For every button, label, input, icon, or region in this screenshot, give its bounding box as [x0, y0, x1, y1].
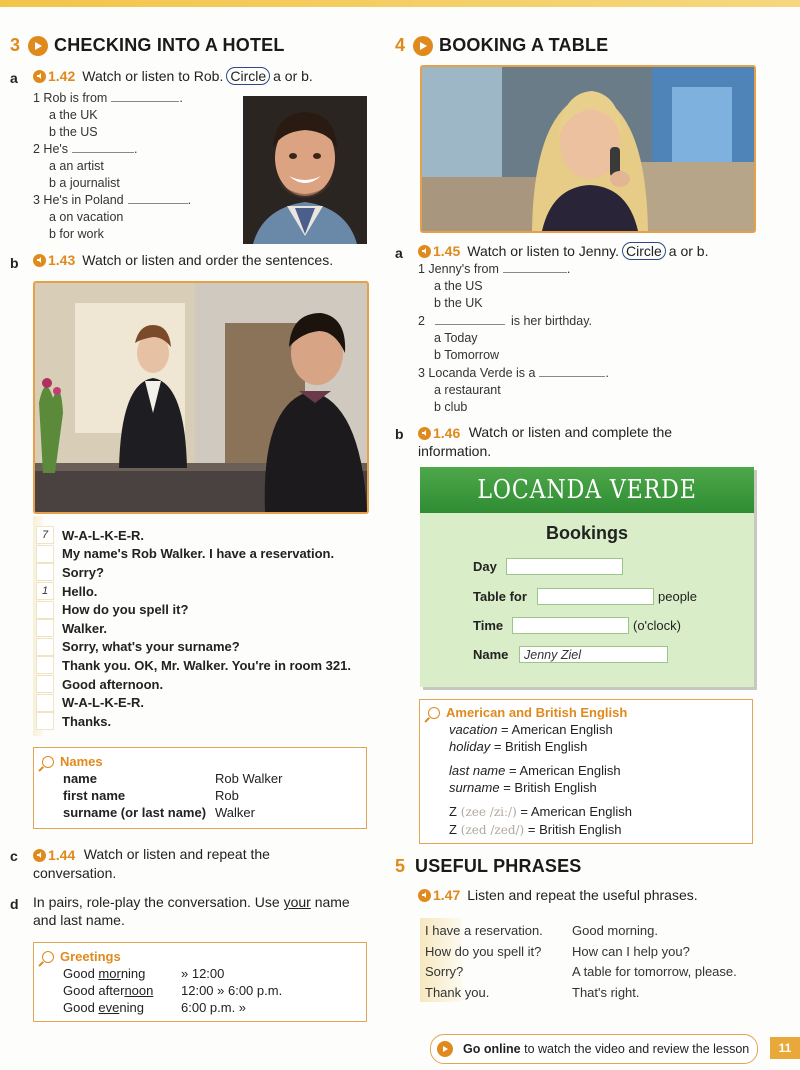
order-box[interactable]: [36, 694, 54, 712]
exercise-3c-instruction: 1.44 Watch or listen and repeat the conversation.: [33, 846, 270, 881]
list-item: 7 W-A-L-K-E-R.: [36, 526, 366, 545]
section-3-header: [10, 35, 285, 56]
question: 2 is her birthday.: [418, 314, 593, 328]
option[interactable]: a an artist: [49, 159, 104, 173]
phrase: I have a reservation.: [425, 923, 543, 938]
exercise-letter: d: [10, 896, 19, 912]
american-british-box: American and British English vacation = American English holiday = British English last name = American English surname = British English Z (zee /ziː/) = American English Z (zed /zed/) = British English: [419, 699, 753, 844]
order-box[interactable]: 1: [36, 582, 54, 600]
option[interactable]: a on vacation: [49, 210, 124, 224]
brand-logo: LOCANDA VERDE: [477, 475, 697, 505]
question: 3 Locanda Verde is a .: [418, 366, 609, 380]
audio-track[interactable]: 1.43: [33, 252, 75, 268]
names-box: Names name Rob Walker first name Rob surname (or last name) Walker: [33, 747, 367, 829]
sentence-order-list: [36, 526, 366, 731]
option[interactable]: b the UK: [434, 296, 483, 310]
exercise-3d-instruction: In pairs, role-play the conversation. Use your name and last name.: [33, 894, 350, 928]
list-item: How do you spell it?: [36, 600, 366, 619]
section-title: CHECKING INTO A HOTEL: [54, 35, 285, 55]
online-icon: [437, 1041, 453, 1057]
box-title: American and British English: [446, 705, 628, 720]
form-heading: Bookings: [545, 523, 628, 543]
play-icon[interactable]: [413, 36, 433, 56]
option[interactable]: b club: [434, 400, 468, 414]
list-item: W-A-L-K-E-R.: [36, 693, 366, 712]
section-number: 5: [395, 856, 406, 876]
name-field[interactable]: Jenny Ziel: [519, 646, 668, 663]
list-item: Thank you. OK, Mr. Walker. You're in room 321.: [36, 656, 366, 675]
phrase: Sorry?: [425, 964, 464, 980]
audio-track[interactable]: 1.46: [418, 424, 460, 442]
table-for-field[interactable]: [537, 588, 654, 605]
option[interactable]: a restaurant: [434, 383, 501, 397]
booking-form: LOCANDA VERDE Bookings Day Table for people Time (o'clock) Name Jenny Ziel: [420, 467, 754, 687]
option[interactable]: b a journalist: [49, 176, 120, 190]
magnifier-icon: [42, 951, 54, 963]
option[interactable]: a the UK: [49, 108, 98, 122]
day-field[interactable]: [506, 558, 623, 575]
audio-track[interactable]: 1.44: [33, 846, 75, 864]
question: 3 He's in Poland .: [33, 193, 192, 207]
list-item: My name's Rob Walker. I have a reservation.: [36, 545, 366, 564]
box-title: Greetings: [60, 949, 121, 964]
list-item: 1 Hello.: [36, 582, 366, 601]
exercise-4a-questions: [418, 261, 738, 416]
section-4-header: [395, 35, 608, 56]
section-title: USEFUL PHRASES: [415, 856, 582, 876]
exercise-letter: b: [10, 255, 19, 271]
phrase: Thank you.: [425, 985, 490, 1001]
play-icon[interactable]: [28, 36, 48, 56]
order-box[interactable]: [36, 675, 54, 693]
order-box[interactable]: [36, 601, 54, 619]
list-item: Walker.: [36, 619, 366, 638]
order-box[interactable]: [36, 638, 54, 656]
option[interactable]: b for work: [49, 227, 104, 241]
speaker-icon: [33, 254, 46, 267]
section-number: 4: [395, 35, 406, 55]
speaker-icon: [33, 70, 46, 83]
time-field[interactable]: [512, 617, 629, 634]
rob-photo: [243, 96, 367, 244]
phrase: That's right.: [572, 985, 640, 1001]
phrase: How can I help you?: [572, 943, 690, 959]
magnifier-icon: [42, 756, 54, 768]
circled-word: Circle: [622, 242, 666, 260]
option[interactable]: b the US: [49, 125, 98, 139]
exercise-letter: a: [10, 70, 18, 86]
circled-word: Circle: [226, 67, 270, 85]
order-box[interactable]: [36, 545, 54, 563]
audio-track[interactable]: 1.47: [418, 887, 460, 903]
list-item: Sorry?: [36, 563, 366, 582]
exercise-3b-instruction: 1.43 Watch or listen and order the sentences.: [33, 252, 333, 268]
order-box[interactable]: [36, 563, 54, 581]
phrase: How do you spell it?: [425, 943, 542, 959]
option[interactable]: b Tomorrow: [434, 348, 500, 362]
box-title: Names: [60, 754, 103, 769]
phrases-right: [572, 921, 737, 1004]
magnifier-icon: [428, 707, 440, 719]
option[interactable]: a Today: [434, 331, 478, 345]
exercise-3a-questions: [33, 90, 238, 243]
section-5-header: [395, 856, 582, 877]
go-online-banner[interactable]: Go online to watch the video and review the lesson: [430, 1034, 758, 1064]
order-box[interactable]: [36, 712, 54, 730]
question: 2 He's .: [33, 142, 138, 156]
list-item: Good afternoon.: [36, 675, 366, 694]
audio-track[interactable]: 1.45: [418, 243, 460, 259]
section-number: 3: [10, 35, 21, 55]
option[interactable]: a the US: [434, 279, 483, 293]
order-box[interactable]: [36, 656, 54, 674]
phrase: A table for tomorrow, please.: [572, 964, 737, 980]
speaker-icon: [418, 427, 431, 440]
hotel-reception-photo: [33, 281, 369, 514]
exercise-4a-instruction: 1.45 Watch or listen to Jenny. Circle a or b.: [418, 242, 708, 260]
order-box[interactable]: [36, 619, 54, 637]
exercise-letter: a: [395, 245, 403, 261]
exercise-5-instruction: 1.47 Listen and repeat the useful phrases.: [418, 887, 698, 903]
exercise-letter: c: [10, 848, 18, 864]
phrases-left: [425, 921, 543, 1004]
section-title: BOOKING A TABLE: [439, 35, 609, 55]
question: 1 Jenny's from .: [418, 262, 571, 276]
audio-track[interactable]: 1.42: [33, 68, 75, 84]
exercise-3a-instruction: 1.42 Watch or listen to Rob. Circle a or b.: [33, 67, 313, 85]
greetings-box: Greetings Good morning » 12:00 Good afternoon 12:00 » 6:00 p.m. Good evening 6:00 p.m. »: [33, 942, 367, 1022]
question: 1 Rob is from .: [33, 91, 183, 105]
exercise-4b-instruction: 1.46 Watch or listen and complete the information.: [418, 424, 673, 459]
phrase: Good morning.: [572, 923, 658, 938]
speaker-icon: [33, 849, 46, 862]
speaker-icon: [418, 245, 431, 258]
jenny-photo: [420, 65, 756, 233]
list-item: Thanks.: [36, 712, 366, 731]
order-box[interactable]: 7: [36, 526, 54, 544]
list-item: Sorry, what's your surname?: [36, 638, 366, 657]
top-bar: [0, 0, 800, 7]
speaker-icon: [418, 889, 431, 902]
page-number: 11: [770, 1037, 800, 1059]
exercise-letter: b: [395, 426, 404, 442]
